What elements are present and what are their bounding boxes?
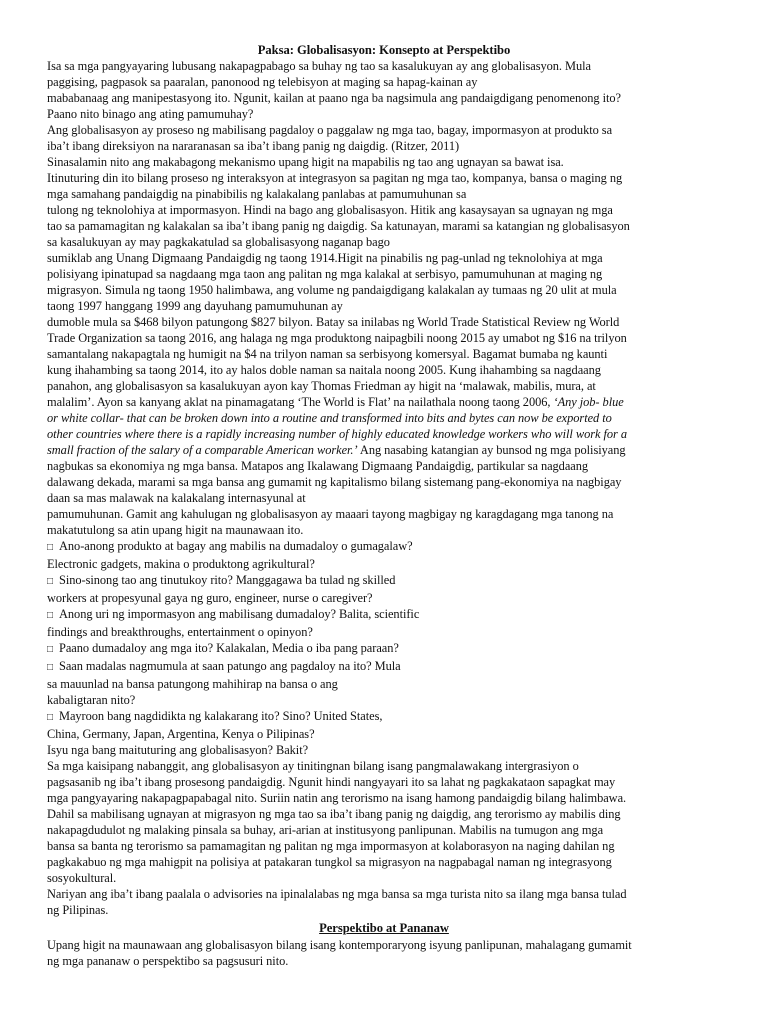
question-line: Electronic gadgets, makina o produktong agrikultural?: [47, 557, 315, 571]
text-line: tulong ng teknolohiya at impormasyon. Hindi na bago ang globalisasyon. Hitik ang kasaysayan sa ugnayan ng mga: [47, 203, 613, 217]
text-line: panahon, ang globalisasyon sa kasalukuyan ayon kay Thomas Friedman ay higit na ‘malawak, mabilis, mura, at: [47, 379, 596, 393]
text-line: pagsasanib ng iba’t ibang prosesong pandaigdig. Ngunit hindi nangyayari ito sa lahat ng pagkakataon sapagkat may: [47, 775, 616, 789]
text-line: mababanaag ang manipestasyong ito. Ngunit, kailan at paano nga ba nagsimula ang pandaigdigang penomenong ito?: [47, 91, 621, 105]
text-line: kung ihahambing sa taong 2014, ito ay halos doble naman sa naitala noong 2005. Kung ihahambing sa nagdaang: [47, 363, 601, 377]
question-line: China, Germany, Japan, Argentina, Kenya o Pilipinas?: [47, 727, 315, 741]
text-line: Ang globalisasyon ay proseso ng mabilisang pagdaloy o paggalaw ng mga tao, bagay, impormasyon at produkto sa: [47, 123, 613, 137]
text-line: Sinasalamin nito ang makabagong mekanismo upang higit na mapabilis ng tao ang ugnayan sa bawat isa.: [47, 155, 564, 169]
text-line: sumiklab ang Unang Digmaang Pandaigdig ng taong 1914.Higit na pinabilis ng pag-unlad ng teknolohiya at mga: [47, 251, 603, 265]
text-line: Trade Organization sa taong 2016, ang halaga ng mga produktong naipagbili noong 2015 ay umabot ng $16 na trilyon: [47, 331, 627, 345]
text-line: bansa sa banta ng terorismo sa pamamagitan ng palitan ng mga impormasyon at kolaborasyon na naging dahilan ng: [47, 839, 615, 853]
text-line: sosyokultural.: [47, 871, 117, 885]
question-line: sa mauunlad na bansa patungong mahihirap na bansa o ang: [47, 677, 338, 691]
text-line: dumoble mula sa $468 bilyon patungong $827 bilyon. Batay sa inilabas ng World Trade Statistical Review ng World: [47, 315, 620, 329]
quote-line: or white collar- that can be broken down into a routine and transformed into bits and bytes can now be exported to: [47, 411, 612, 425]
document-body: [47, 58, 723, 918]
section-body: [47, 937, 723, 969]
text-line: Nariyan ang iba’t ibang paalala o advisories na ipinalalabas ng mga bansa sa mga turista nito sa ilang mga bansa tulad: [47, 887, 627, 901]
quote-text: small fraction of the salary of a comparable American worker.’: [47, 443, 358, 457]
text-line: nagbukas sa ekonomiya ng mga bansa. Matapos ang Ikalawang Digmaang Pandaigdig, partikular sa nagdaang: [47, 459, 589, 473]
question-line: Isyu nga bang maituturing ang globalisasyon? Bakit?: [47, 743, 309, 757]
text-line: polisiyang ipinatupad sa nagdaang mga taon ang palitan ng mga kalakal at serbisyo, pamumuhunan at maging ng: [47, 267, 603, 281]
text-line: nakapagdudulot ng malaking pinsala sa buhay, ari-arian at institusyong panlipunan. Mabilis na tumugon ang mga: [47, 823, 604, 837]
question-line: findings and breakthroughs, entertainment o opinyon?: [47, 625, 313, 639]
text-line: pamumuhunan. Gamit ang kahulugan ng globalisasyon ay maaari tayong magbigay ng karagdagang mga tanong na: [47, 507, 614, 521]
question-item: □ Paano dumadaloy ang mga ito? Kalakalan, Media o iba pang paraan?: [47, 640, 723, 658]
text-line: Sa mga kaisipang nabanggit, ang globalisasyon ay tinitingnan bilang isang pangmalawakang intergrasiyon o: [47, 759, 579, 773]
text-line: iba’t ibang direksiyon na nararanasan sa iba’t ibang panig ng daigdig. (Ritzer, 2011): [47, 139, 460, 153]
section-heading: Perspektibo at Pananaw: [319, 921, 449, 935]
text-line: ng Pilipinas.: [47, 903, 109, 917]
text-line: ng mga pananaw o perspektibo sa pagsusuri nito.: [47, 954, 289, 968]
text-line: mga pangyayaring nakapagpapabagal nito. Suriin natin ang terorismo na isang hamong pandaigdig bilang halimbawa.: [47, 791, 627, 805]
text-line: taong 1997 hanggang 1999 ang dayuhang pamumuhunan ay: [47, 299, 343, 313]
question-item: □ Anong uri ng impormasyon ang mabilisang dumadaloy? Balita, scientific: [47, 606, 723, 624]
question-item: □ Sino-sinong tao ang tinutukoy rito? Manggagawa ba tulad ng skilled: [47, 572, 723, 590]
text-line: Itinuturing din ito bilang proseso ng interaksyon at integrasyon sa pagitan ng mga tao, kompanya, bansa o maging ng: [47, 171, 623, 185]
text-line: Paano nito binago ang ating pamumuhay?: [47, 107, 254, 121]
text-line: pagkakabuo ng mga mahigpit na polisiya at patakaran tungkol sa migrasyon na nagpabagal naman ng integrasyong: [47, 855, 612, 869]
text-line: makatutulong sa atin upang higit na maunawaan ito.: [47, 523, 304, 537]
text-line: dalawang dekada, marami sa mga bansa ang gumamit ng kapitalismo bilang sistemang pang-ekonomiya na nagbigay: [47, 475, 622, 489]
text-line: [47, 442, 723, 458]
document-title: Paksa: Globalisasyon: Konsepto at Perspektibo: [257, 43, 511, 57]
text-line: Upang higit na maunawaan ang globalisasyon bilang isang kontemporaryong isyung panlipunan, mahalagang gumamit: [47, 938, 632, 952]
text-line: paggising, pagpasok sa paaralan, panonood ng telebisyon at maging sa hapag-kainan ay: [47, 75, 478, 89]
quote-text: ‘Any job- blue: [553, 395, 624, 409]
text-line: [47, 394, 723, 410]
text-line: migrasyon. Simula ng taong 1950 halimbawa, ang volume ng pandaigdigang kalakalan ay tumaas ng 20 ulit at mula: [47, 283, 617, 297]
quote-line: other countries where there is a rapidly increasing number of highly educated knowledge workers who will work for a: [47, 427, 627, 441]
text-line: samantalang nakapagtala ng humigit na $4 na trilyon naman sa serbisyong komersyal. Bagamat bumaba ng kaunti: [47, 347, 608, 361]
text-line: sa kasalukuyan ay may pagkakatulad sa globalisasyong naganap bago: [47, 235, 390, 249]
text-line: daan sa mas malawak na kalakalang internasyunal at: [47, 491, 306, 505]
question-item: □ Mayroon bang nagdidikta ng kalakarang ito? Sino? United States,: [47, 708, 723, 726]
text-line: mga samahang pandaigdig na pinabibilis ng kalakalang panlabas at pamumuhunan sa: [47, 187, 467, 201]
question-item: □ Ano-anong produkto at bagay ang mabilis na dumadaloy o gumagalaw?: [47, 538, 723, 556]
question-line: kabaligtaran nito?: [47, 693, 136, 707]
text-line: Isa sa mga pangyayaring lubusang nakapagpabago sa buhay ng tao sa kasalukuyan ay ang globalisasyon. Mula: [47, 59, 591, 73]
text-segment: Ang nasabing katangian ay bunsod ng mga polisiyang: [359, 443, 626, 457]
question-item: □ Saan madalas nagmumula at saan patungo ang pagdaloy na ito? Mula: [47, 658, 723, 676]
question-line: workers at propesyunal gaya ng guro, engineer, nurse o caregiver?: [47, 591, 373, 605]
text-line: tao sa pamamagitan ng kalakalan sa iba’t ibang panig ng daigdig. Sa katunayan, marami sa katangian ng globalisasyon: [47, 219, 630, 233]
text-segment: malalim’. Ayon sa kanyang aklat na pinamagatang ‘The World is Flat’ na nailathala noong taong 2006,: [47, 395, 551, 409]
text-line: Dahil sa mabilisang ugnayan at migrasyon ng mga tao sa iba’t ibang panig ng daigdig, ang terorismo ay mabilis ding: [47, 807, 621, 821]
